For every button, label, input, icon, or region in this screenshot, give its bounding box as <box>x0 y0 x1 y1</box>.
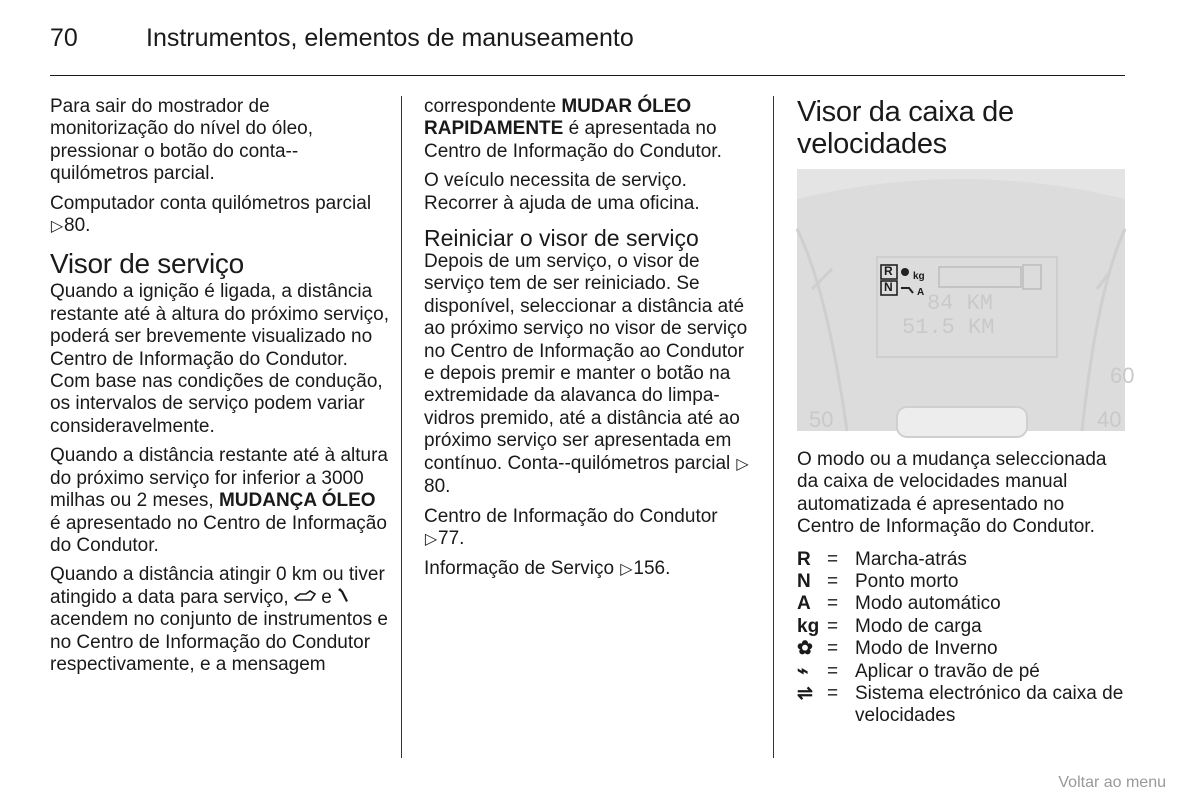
paragraph: O veículo necessita de serviço. Recorrer à ajuda de uma oficina. <box>424 170 700 214</box>
legend-equals: = <box>827 638 839 660</box>
legend-text: Modo de carga <box>855 615 982 637</box>
paragraph-text: Depois de um serviço, o visor de serviço tem de ser reiniciado. Se disponível, seleccionar a distância até ao próximo serviço no visor de serviço no Centro de Informação ao Condutor e depois premir e manter o botão na extremidade da alavanca do limpa-vidros premido, até a distância até ao próximo serviço ser apresentada em contínuo. Conta--quilómetros parcial <box>424 251 748 474</box>
page-reference-icon: ▷ <box>50 218 64 236</box>
legend-text: Ponto morto <box>855 571 959 593</box>
legend-equals: = <box>827 683 839 705</box>
page-reference-icon: ▷ <box>424 530 438 548</box>
page-number: 70 <box>50 24 78 52</box>
message-text: MUDAR ÓLEO RAPIDAMENTE <box>424 96 692 140</box>
paragraph <box>50 445 390 557</box>
load-mode-indicator: kg <box>913 271 925 282</box>
paragraph-text: é apresentado no Centro de Informação do Condutor. <box>50 512 387 556</box>
paragraph: O modo ou a mudança seleccionada da caixa de velocidades manual automatizada é apresentado no Centro de Informação do Condutor. <box>797 449 1107 538</box>
paragraph-text: correspondente <box>424 96 557 117</box>
legend-text: Modo automático <box>855 593 1001 615</box>
paragraph-text: Quando a distância restante até à altura do próximo serviço for inferior a 3000 milhas ou 2 meses, <box>50 445 389 512</box>
gear-indicator-n: N <box>884 280 893 294</box>
legend-row <box>797 571 1125 593</box>
paragraph: Quando a ignição é ligada, a distância restante até à altura do próximo serviço, poderá ser brevemente visualizado no Centro de Informação do Condutor. Com base nas condições de condução, os intervalos de serviço podem variar consideravelmente. <box>50 281 390 437</box>
brake-pedal-icon: ⌁ <box>797 660 809 682</box>
gear-legend <box>797 549 1125 728</box>
column-divider-2 <box>773 96 774 758</box>
legend-equals: = <box>827 593 839 615</box>
legend-key: N <box>797 571 811 593</box>
column-2 <box>424 96 759 589</box>
legend-row <box>797 616 1125 638</box>
page-reference-link[interactable]: 80. <box>64 215 91 237</box>
winter-mode-icon: ✿ <box>797 638 813 660</box>
legend-equals: = <box>827 571 839 593</box>
legend-text: Sistema electrónico da caixa de velocidades <box>855 683 1124 727</box>
page-reference-link[interactable]: 77. <box>438 527 465 549</box>
legend-equals: = <box>827 615 839 637</box>
legend-row <box>797 593 1125 615</box>
paragraph <box>424 251 759 498</box>
page-reference-icon: ▷ <box>620 561 633 579</box>
column-3 <box>797 96 1135 728</box>
paragraph-text: Computador conta quilómetros parcial <box>50 192 372 214</box>
auto-mode-indicator: A <box>917 287 925 298</box>
page-reference-link[interactable]: 80. <box>424 476 451 498</box>
speed-scale-60: 60 <box>1110 363 1135 388</box>
legend-row <box>797 549 1125 571</box>
conjunction-text: e <box>321 586 332 608</box>
legend-row <box>797 661 1125 683</box>
paragraph <box>50 193 390 239</box>
wrench-icon <box>337 587 351 608</box>
paragraph <box>424 558 759 581</box>
legend-row <box>797 683 1125 728</box>
speed-scale-50: 50 <box>809 407 834 432</box>
section-heading-gearbox: Visor da caixa de velocidades <box>797 96 1014 160</box>
back-to-menu-link[interactable]: Voltar ao menu <box>1058 774 1166 791</box>
legend-key: A <box>797 593 811 615</box>
paragraph: Para sair do mostrador de monitorização do nível do óleo, pressionar o botão do conta--quilómetros parcial. <box>50 96 313 185</box>
gear-indicator-r: R <box>884 264 893 278</box>
speed-scale-40: 40 <box>1097 407 1122 432</box>
section-heading-service: Visor de serviço <box>50 248 244 280</box>
subheading-reset: Reiniciar o visor de serviço <box>424 225 699 252</box>
message-text: MUDANÇA ÓLEO <box>218 490 376 512</box>
legend-equals: = <box>827 660 839 682</box>
engine-oil-icon <box>294 587 321 608</box>
paragraph <box>50 564 390 676</box>
header-rule <box>50 75 1125 76</box>
legend-key: R <box>797 548 811 570</box>
gearbox-system-icon: ⇌ <box>797 683 813 705</box>
paragraph-text: é apresentada no Centro de Informação do Condutor. <box>424 118 722 162</box>
legend-text: Modo de Inverno <box>855 638 998 660</box>
column-1 <box>50 96 390 683</box>
legend-key: kg <box>797 615 820 637</box>
paragraph <box>424 506 759 552</box>
legend-text: Marcha-atrás <box>855 548 967 570</box>
page-reference-link[interactable]: 156. <box>633 558 671 580</box>
page-header-title: Instrumentos, elementos de manuseamento <box>146 24 634 52</box>
paragraph-text: acendem no conjunto de instrumentos e no Centro de Informação do Condutor respectivamente, e a mensagem <box>50 609 388 675</box>
paragraph <box>424 96 759 163</box>
legend-row <box>797 638 1125 660</box>
paragraph-text: Centro de Informação do Condutor <box>424 505 718 527</box>
service-distance-readout: 84 KM <box>927 291 994 316</box>
trip-odometer-readout: 51.5 KM <box>902 315 995 340</box>
instrument-cluster-image <box>797 169 1135 432</box>
column-divider-1 <box>401 96 402 758</box>
paragraph-text: Informação de Serviço <box>424 558 615 580</box>
page-reference-icon: ▷ <box>736 455 749 473</box>
legend-equals: = <box>827 548 839 570</box>
paragraph-text: Quando a distância atingir 0 km ou tiver atingido a data para serviço, <box>50 564 385 608</box>
legend-text: Aplicar o travão de pé <box>855 660 1040 682</box>
